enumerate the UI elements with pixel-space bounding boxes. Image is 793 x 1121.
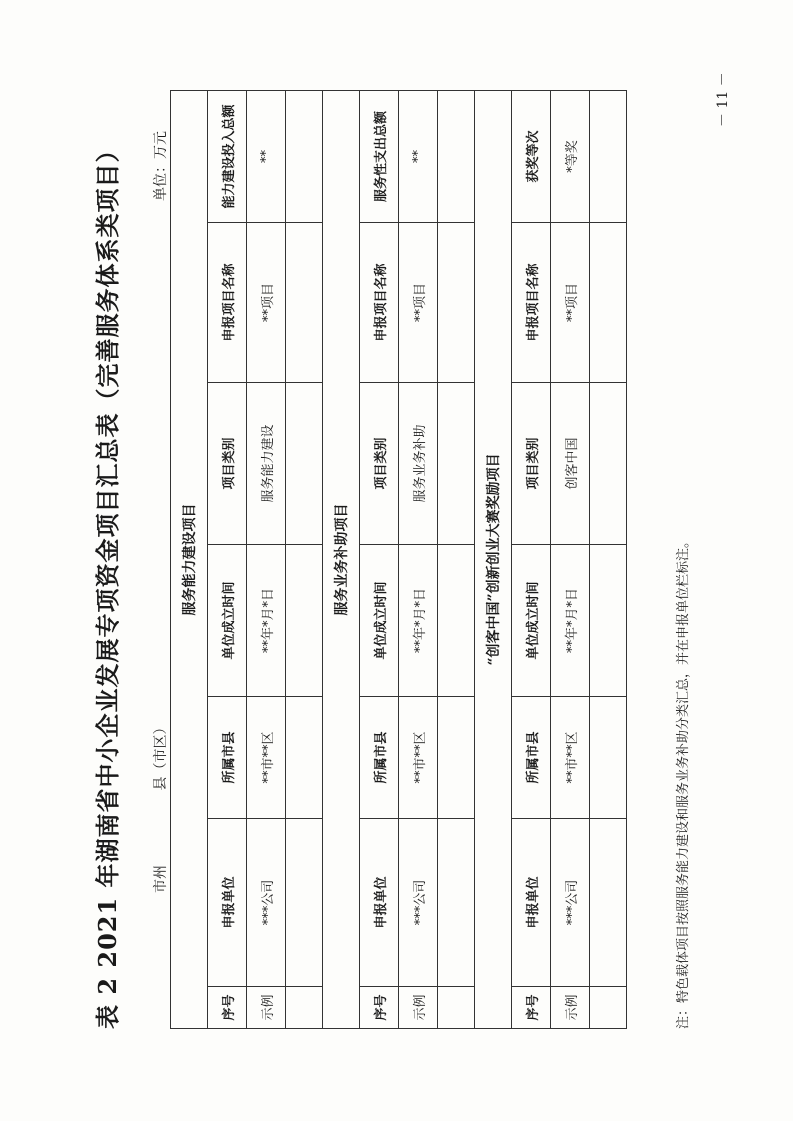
column-header: 所属市县	[360, 697, 399, 819]
column-header: 申报单位	[208, 819, 247, 987]
section-title: “创客中国”创新创业大赛奖励项目	[475, 90, 512, 1028]
section-title-row	[171, 90, 208, 1028]
column-header: 服务性支出总额	[360, 90, 399, 222]
summary-table-body	[171, 90, 627, 1028]
header-row	[208, 90, 247, 1028]
header-row	[512, 90, 551, 1028]
column-header: 所属市县	[208, 697, 247, 819]
column-header: 序号	[360, 987, 399, 1029]
table-cell: 创客中国	[551, 383, 590, 545]
summary-table	[170, 90, 627, 1029]
empty-cell	[590, 90, 627, 222]
column-header: 所属市县	[512, 697, 551, 819]
example-row	[551, 90, 590, 1028]
city-label: 市州	[153, 865, 169, 893]
blank-row	[438, 90, 475, 1028]
column-header: 能力建设投入总额	[208, 90, 247, 222]
column-header: 申报项目名称	[208, 223, 247, 383]
page-number: － 11 －	[715, 72, 731, 127]
column-header: 序号	[208, 987, 247, 1029]
section-title: 服务业务补助项目	[323, 90, 360, 1028]
table-cell: **市**区	[247, 697, 286, 819]
table-cell: ***公司	[551, 819, 590, 987]
empty-cell	[286, 90, 323, 222]
county-label: 县（市区）	[153, 720, 169, 791]
empty-cell	[590, 383, 627, 545]
column-header: 项目类别	[360, 383, 399, 545]
table-cell: 示例	[551, 987, 590, 1029]
empty-cell	[286, 223, 323, 383]
table-cell: **项目	[551, 223, 590, 383]
empty-cell	[438, 383, 475, 545]
example-row	[247, 90, 286, 1028]
column-header: 单位成立时间	[512, 545, 551, 697]
unit-label: 单位：万元	[153, 131, 169, 201]
table-cell: ***公司	[247, 819, 286, 987]
column-header: 单位成立时间	[208, 545, 247, 697]
empty-cell	[590, 545, 627, 697]
empty-cell	[286, 545, 323, 697]
section-title-row	[475, 90, 512, 1028]
empty-cell	[286, 987, 323, 1029]
table-cell: **市**区	[551, 697, 590, 819]
table-cell: **	[399, 90, 438, 222]
footnote: 注：特色载体项目按照服务能力建设和服务业务补助分类汇总，并在申报单位栏标注。	[676, 534, 691, 1029]
column-header: 序号	[512, 987, 551, 1029]
table-cell: **	[247, 90, 286, 222]
empty-cell	[438, 987, 475, 1029]
section-title: 服务能力建设项目	[171, 90, 208, 1028]
column-header: 获奖等次	[512, 90, 551, 222]
document-title: 表 2 2021 年湖南省中小企业发展专项资金项目汇总表（完善服务体系类项目）	[93, 137, 122, 1029]
table-cell: **市**区	[399, 697, 438, 819]
column-header: 单位成立时间	[360, 545, 399, 697]
blank-row	[286, 90, 323, 1028]
empty-cell	[590, 819, 627, 987]
table-cell: 示例	[247, 987, 286, 1029]
table-cell: 服务能力建设	[247, 383, 286, 545]
table-cell: ***公司	[399, 819, 438, 987]
column-header: 项目类别	[208, 383, 247, 545]
empty-cell	[438, 223, 475, 383]
header-row	[360, 90, 399, 1028]
table-cell: 示例	[399, 987, 438, 1029]
empty-cell	[438, 697, 475, 819]
empty-cell	[590, 223, 627, 383]
table-cell: **年*月*日	[399, 545, 438, 697]
empty-cell	[286, 697, 323, 819]
column-header: 申报项目名称	[360, 223, 399, 383]
table-cell: *等奖	[551, 90, 590, 222]
example-row	[399, 90, 438, 1028]
table-cell: 服务业务补助	[399, 383, 438, 545]
column-header: 申报项目名称	[512, 223, 551, 383]
table-cell: **项目	[247, 223, 286, 383]
section-title-row	[323, 90, 360, 1028]
empty-cell	[590, 697, 627, 819]
city-county-line	[150, 721, 170, 893]
empty-cell	[438, 90, 475, 222]
column-header: 申报单位	[360, 819, 399, 987]
empty-cell	[438, 545, 475, 697]
table-cell: **年*月*日	[551, 545, 590, 697]
table-cell: **年*月*日	[247, 545, 286, 697]
empty-cell	[286, 383, 323, 545]
empty-cell	[590, 987, 627, 1029]
empty-cell	[438, 819, 475, 987]
table-cell: **项目	[399, 223, 438, 383]
column-header: 申报单位	[512, 819, 551, 987]
blank-row	[590, 90, 627, 1028]
column-header: 项目类别	[512, 383, 551, 545]
empty-cell	[286, 819, 323, 987]
